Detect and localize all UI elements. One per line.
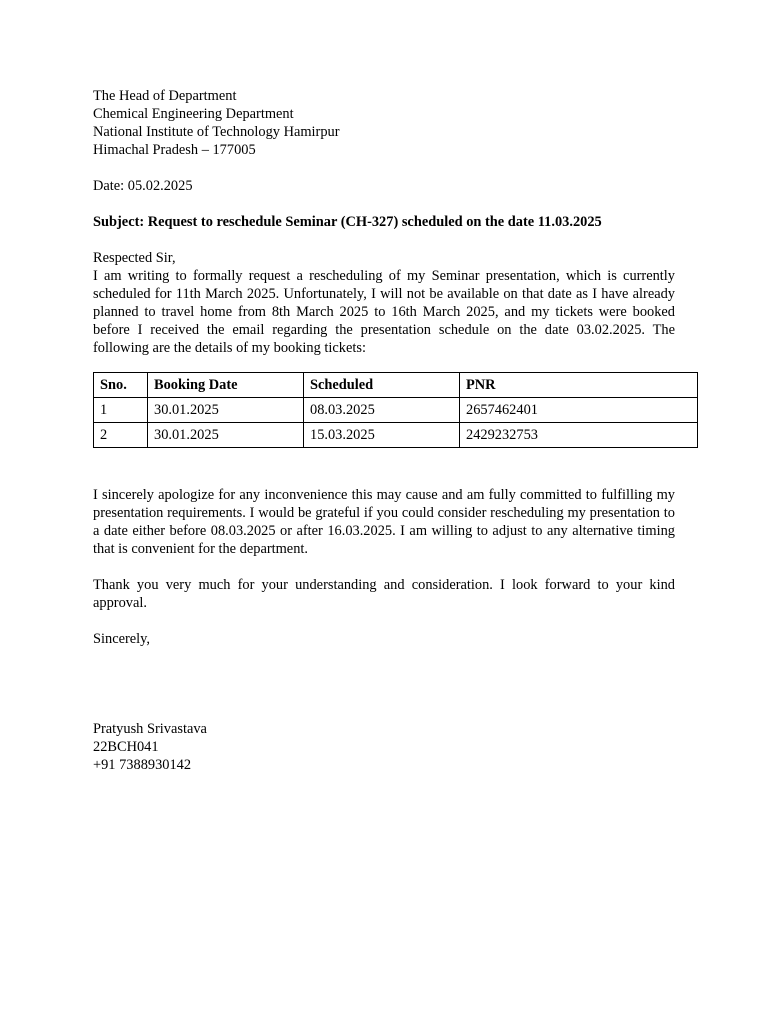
table-header-row (94, 373, 698, 398)
header-scheduled: Scheduled (304, 373, 460, 398)
table-row (94, 398, 698, 423)
salutation: Respected Sir, (93, 250, 176, 266)
body-paragraph-1: I am writing to formally request a rescheduling of my Seminar presentation, which is currently scheduled for 11th March 2025. Unfortunately, I will not be available on that date as I have already planned to travel home from 8th March 2025 to 16th March 2025, and my tickets were booked before I received the email regarding the presentation schedule on the date 03.02.2025. The following are the details of my booking tickets: (93, 268, 675, 356)
booking-table (93, 372, 698, 448)
cell-pnr: 2657462401 (460, 398, 698, 423)
letter-date: Date: 05.02.2025 (93, 178, 193, 194)
recipient-line-3: National Institute of Technology Hamirpur (93, 124, 340, 140)
signature-block (93, 720, 675, 774)
recipient-line-4: Himachal Pradesh – 177005 (93, 142, 256, 158)
cell-scheduled: 08.03.2025 (304, 398, 460, 423)
letter-content (93, 87, 675, 774)
closing: Sincerely, (93, 631, 151, 647)
cell-scheduled: 15.03.2025 (304, 423, 460, 448)
recipient-address (93, 87, 675, 159)
cell-booking-date: 30.01.2025 (148, 423, 304, 448)
letter-subject: Subject: Request to reschedule Seminar (CH-327) scheduled on the date 11.03.2025 (93, 214, 602, 230)
cell-sno: 2 (94, 423, 148, 448)
table-row (94, 423, 698, 448)
cell-sno: 1 (94, 398, 148, 423)
recipient-line-2: Chemical Engineering Department (93, 106, 294, 122)
header-booking-date: Booking Date (148, 373, 304, 398)
signature-roll: 22BCH041 (93, 739, 159, 755)
cell-pnr: 2429232753 (460, 423, 698, 448)
body-paragraph-3: Thank you very much for your understanding and consideration. I look forward to your kind approval. (93, 577, 675, 611)
header-pnr: PNR (460, 373, 698, 398)
body-paragraph-2: I sincerely apologize for any inconvenience this may cause and am fully committed to fulfilling my presentation requirements. I would be grateful if you could consider rescheduling my presentation to a date either before 08.03.2025 or after 16.03.2025. I am willing to adjust to any alternative timing that is convenient for the department. (93, 487, 675, 557)
header-sno: Sno. (94, 373, 148, 398)
recipient-line-1: The Head of Department (93, 88, 237, 104)
cell-booking-date: 30.01.2025 (148, 398, 304, 423)
signature-name: Pratyush Srivastava (93, 721, 207, 737)
signature-phone: +91 7388930142 (93, 757, 192, 773)
